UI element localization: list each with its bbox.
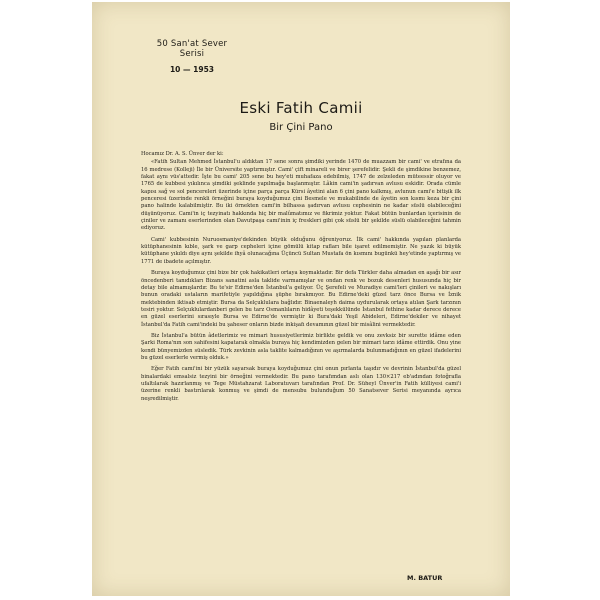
paragraph: Buraya koyduğumuz çini bize bir çok hakikatleri ortaya koymaktadır. Bir defa Türkler daha almadan en aşağı bir asır öncedenberi tanıdıkları Bizans sanatini asla taklide varmamışlar ve ondan renk ve bozuk desenleri hususunda hiç bir detay bile almamışlardır. Bu te'sir Edirne'den İstanbul'a geliyor. Üç Şerefeli ve Muradiye cami'leri çinileri ve nakışları bunun oradaki ustaların marifetiyle yapıldığına şüphe bırakmıyor. Bu Edirne'deki güzel tarz önce Bursa ve İznik mektebinden iktisab etmiştir. Bursa da Selçuklulara bağlıdır. Binaenaleyh daima uydurularak ortaya atılan Şark tarzının tesiri yoktur. Selçuklulardanberi gelen bu tarz Osmanlıların hidâyeti teşekkülünde İstanbul fethine kadar derece derece en güzel eserlerini sırasıyle Bursa ve Edirne'de vermiştir ki Bura'daki Yeşil Abideleri, Edirne'dekiler ve nihayet İstanbul'da Fatih cami'indeki bu şaheser onların bizde inkişafı devamının güzel bir misâlini vermektedir. xyxy=(141,270,461,328)
paragraph: «Fatih Sultan Mehmed İstanbul'u aldıktan 17 sene sonra şimdiki yerinde 1470 de muazzam bir cami' ve etrafına da 16 medrese (Kolleji) İle bir Üniversite yaptırmıştır. Cami' çift minareli ve birer şerefelidir. Şekli de şimdikine benzemez, fakat aynı vüs'attedir. İşte bu cami' 205 sene bu hey'eti muhafaza edebilmiş, 1747 de zelzeleden müteessir oluyor ve 1765 de kubbesi yıkılınca şimdiki şeklinde yapılmağa başlanmıştır. Lâkin cami'in şadırvan avlusu eskidir. Orada cümle kapısı sağ ve sol pencereleri üzerinde içine parça parça Kürsi âyetini alan 6 çini pano kalkmış, avlunun cami'e bitişik ilk penceresi üzerinde renkli örneğini buraya koyduğumuz çini Besmele ve mukabilinde de âyetin son kısmı keza bir çini pano halinde kalabilmiştir. Bu iki örnekten cami'in bilhassa şadırvan avlusu cephesinin ne kadar süslü olabileceğini düşünüyoruz. Cami'in iç tezyinatı hakkında hiç bir malûmatımız ve fikrimiz yoktur. Fakat bütün bunlardan içerisinin de çiniler ve zamanı eserlerinden olan Davutpaşa cami'inin iç freskleri gibi çok süslü bir şekilde süslü olabileceğini tahmin ediyoruz. xyxy=(141,159,461,232)
document-subtitle: Bir Çini Pano xyxy=(269,122,333,133)
paragraph: Eğer Fatih cami'ini bir yüzük sayarsak buraya koyduğumuz çini onun pırlanta taşıdır ve devrinin İstanbul'da güzel binalardaki emsalsiz tezyini bir örneğini vermektedir. Bu pano tarafımdan aslı olan 130×217 eb'adından fotoğrafla ufaltılarak hazırlanmış ve Tege Müstahzarat Laboratuvarı tarafından Prof. Dr. Süheyl Ünver'in Fatih külliyesi cami'i üzerine renkli bastırılarak konmuş ve şimdi de mensubu bulunduğum 50 Sanatsever Serisi meyanında ayrıca neşredilmiştir. xyxy=(141,366,461,402)
series-header xyxy=(144,39,240,74)
document-page xyxy=(92,2,510,596)
document-title: Eski Fatih Camii xyxy=(239,99,363,117)
series-name: 50 San'at Sever Serisi xyxy=(156,39,228,59)
intro-line: Hocamız Dr. A. S. Ünver der ki: xyxy=(141,151,224,157)
paragraph: Cami' kubbesinin Nuruosmaniye'dekinden büyük olduğunu öğreniyoruz. İlk cami' hakkında yapılan planlarda kütüphanesinin kıble, şark ve garp cepheleri içine gömülü kitap rafları bile işaret edilmemiştir. Ne yazık ki büyük kütüphane yıkıldı diye aynı şekilde ihyâ olunacağına Üçüncü Sultan Mustafa ön kısmını bugünkü hey'etinde yaptırmış ve 1771 de ibadete açılmıştır. xyxy=(141,236,461,265)
series-number: 10 — 1953 xyxy=(169,65,215,74)
author-signature: M. BATUR xyxy=(407,574,443,582)
article-body xyxy=(141,151,461,407)
paragraph: Biz İstanbul'a bütün âdetlerimiz ve mimari hususiyetlerimiz birlikte geldik ve onu zevksiz bir surette idâme eden Şarki Roma'nın son sahifesini kapatarak olmakla buraya hiç kendimizden gelen bir mimari tarzı idâme ettirdik. Onu yine kendi bünyemizden süsledik. Türk zevkinin asla taklite kalmadığının ve aşırmalarda bulunmadığının en güzel ifadelerini bu güzel eserlerle vermiş olduk.» xyxy=(141,332,461,361)
